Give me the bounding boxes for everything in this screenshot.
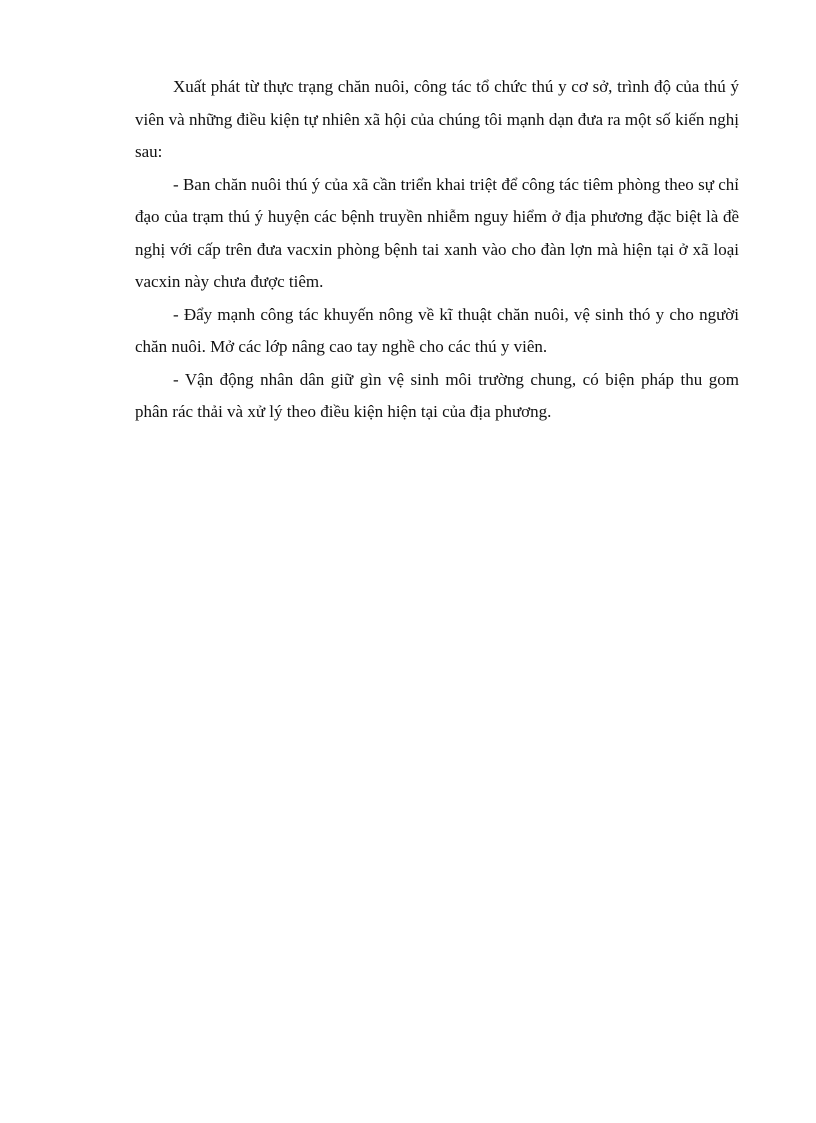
paragraph-intro: Xuất phát từ thực trạng chăn nuôi, công tác tổ chức thú y cơ sở, trình độ của thú ý viên và những điều kiện tự nhiên xã hội của chúng tôi mạnh dạn đưa ra một số kiến nghị sau: — [135, 77, 739, 161]
paragraph-recommendation-vaccination: - Ban chăn nuôi thú ý của xã cần triển khai triệt để công tác tiêm phòng theo sự chỉ đạo của trạm thú ý huyện các bệnh truyền nhiễm nguy hiểm ở địa phương đặc biệt là đề nghị với cấp trên đưa vacxin phòng bệnh tai xanh vào cho đàn lợn mà hiện tại ở xã loại vacxin này chưa được tiêm. — [135, 174, 739, 291]
paragraph-recommendation-extension: - Đẩy mạnh công tác khuyến nông về kĩ thuật chăn nuôi, vệ sinh thó y cho người chăn nuôi. Mở các lớp nâng cao tay nghề cho các thú y viên. — [135, 304, 739, 356]
document-body — [135, 71, 739, 429]
paragraph-recommendation-hygiene: - Vận động nhân dân giữ gìn vệ sinh môi trường chung, có biện pháp thu gom phân rác thải và xử lý theo điều kiện hiện tại của địa phương. — [135, 369, 739, 421]
